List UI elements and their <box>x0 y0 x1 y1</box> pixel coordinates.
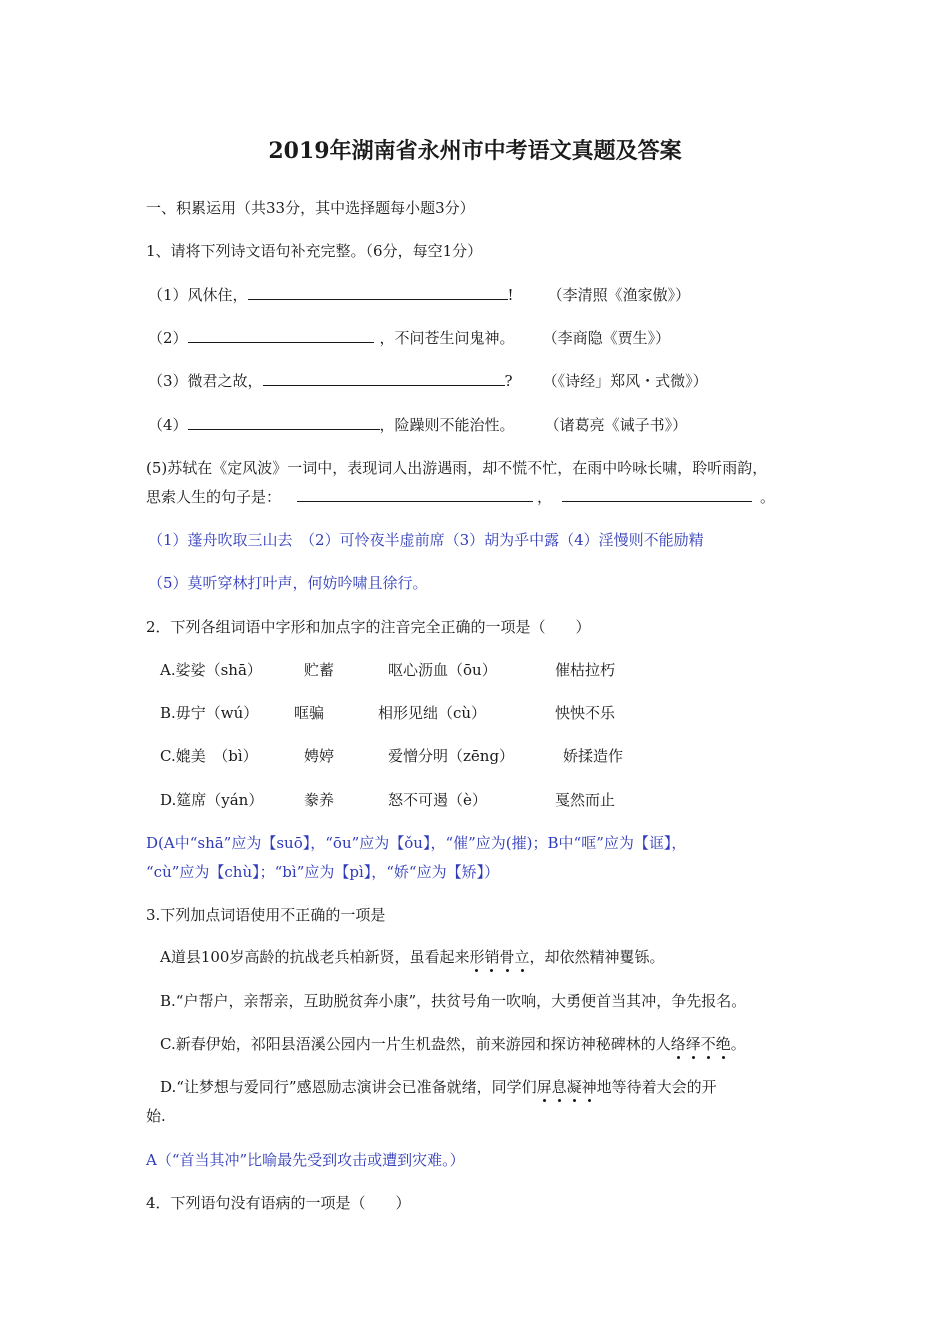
dotted-char: 绎 <box>685 1035 701 1053</box>
answer-blank[interactable] <box>562 487 752 502</box>
q1-line-1-source: （李清照《渔家傲》） <box>547 286 691 304</box>
q1-line-1 <box>148 285 690 305</box>
q3-b-phrase: 当 <box>611 992 627 1010</box>
q2-b-word-4: 怏怏不乐 <box>555 704 616 722</box>
q3-b-text: B.“户帮户，亲帮亲，互助脱贫奔小康”，扶贫号角一吹响，大勇便 <box>160 992 597 1010</box>
q2-d-word-4: 戛然而止 <box>555 791 616 809</box>
q2-d-word-1: D.筵席（yán） <box>160 791 264 809</box>
q1-line-5-period: 。 <box>760 488 776 506</box>
section-heading: 一、积累运用（共33分，其中选择题每小题3分） <box>146 199 475 217</box>
q3-option-a <box>160 947 665 967</box>
dotted-char: 络 <box>670 1035 686 1053</box>
q3-d-text-end: 地等待着大会的开 <box>596 1078 717 1096</box>
q2-d-word-2: 豢养 <box>304 791 335 809</box>
q1-line-5-text: 思索人生的句子是： <box>146 488 282 506</box>
q2-option-d <box>160 790 615 810</box>
q2-a-word-2: 贮蓄 <box>304 661 335 679</box>
q3-c-text-end: 。 <box>730 1035 746 1053</box>
q3-b-phrase: 首 <box>596 992 612 1010</box>
q1-line-5: (5)苏轼在《定风波》一词中，表现词人出游遇雨，却不慌不忙，在雨中吟咏长啸，聆听雨韵， <box>146 459 768 477</box>
q1-line-5-cont <box>146 487 775 507</box>
q2-option-c <box>160 746 623 766</box>
answer-blank[interactable] <box>188 328 374 343</box>
q2-option-b <box>160 703 615 723</box>
q3-option-c <box>160 1034 746 1054</box>
q1-line-4-text: （4） <box>148 416 188 434</box>
q2-option-a <box>160 660 615 680</box>
q2-b-word-2: 哐骗 <box>294 704 325 722</box>
dotted-char: 销 <box>484 948 500 966</box>
q1-line-2-source: （李商隐《贾生》） <box>542 329 671 347</box>
q1-line-5-comma: ， <box>537 488 553 506</box>
q1-line-1-text: （1）风休住， <box>148 286 248 304</box>
page-title: 2019年湖南省永州市中考语文真题及答案 <box>268 138 682 164</box>
q2-stem: 2．下列各组词语中字形和加点字的注音完全正确的一项是（ ） <box>146 618 591 636</box>
dotted-char: 形 <box>469 948 485 966</box>
dotted-char: 神 <box>581 1078 597 1096</box>
q1-answer-1: （1）蓬舟吹取三山去 （2）可怜夜半虚前席（3）胡为乎中露（4）淫慢则不能励精 <box>148 531 704 549</box>
q3-b-text-end: ，争先报名。 <box>656 992 747 1010</box>
q2-d-word-3: 怒不可遏（è） <box>388 791 487 809</box>
q1-line-2-end: ，不问苍生问鬼神。 <box>379 329 515 347</box>
q1-line-3-text: （3）微君之故， <box>148 372 263 390</box>
q3-b-phrase: 其 <box>626 992 642 1010</box>
q1-line-2-text: （2） <box>148 329 188 347</box>
dotted-char: 凝 <box>566 1078 582 1096</box>
q3-stem: 3.下列加点词语使用不正确的一项是 <box>146 906 386 924</box>
q3-b-phrase: 冲 <box>641 992 657 1010</box>
answer-blank[interactable] <box>297 487 533 502</box>
q3-a-text: A道县100岁高龄的抗战老兵柏新贤，虽看起来 <box>160 948 470 966</box>
q2-a-word-1: A.娑娑（shā） <box>160 661 262 679</box>
q2-answer-2: “cù”应为【chù】；“bì”应为【pì】，“娇“应为【矫】） <box>146 863 500 881</box>
q2-b-word-1: B.毋宁（wú） <box>160 704 259 722</box>
q3-option-b <box>160 991 746 1011</box>
dotted-char: 屏 <box>536 1078 552 1096</box>
q1-line-1-end: ! <box>507 286 514 304</box>
q2-c-word-2: 娉婷 <box>304 747 335 765</box>
q2-c-word-3: 爱憎分明（zēng） <box>388 747 515 765</box>
dotted-char: 骨 <box>499 948 515 966</box>
q1-line-4 <box>148 415 687 435</box>
q3-option-d <box>160 1077 717 1097</box>
q1-answer-2: （5）莫听穿林打叶声，何妨吟啸且徐行。 <box>148 574 428 592</box>
dotted-char: 息 <box>551 1078 567 1096</box>
q2-b-word-3: 相形见绌（cù） <box>378 704 487 722</box>
dotted-char: 不 <box>700 1035 716 1053</box>
q3-d-text: D.“让梦想与爱同行”感恩励志演讲会已准备就绪，同学们 <box>160 1078 537 1096</box>
q1-line-2 <box>148 328 670 348</box>
q1-stem: 1、请将下列诗文语句补充完整。（6分，每空1分） <box>146 242 483 260</box>
q1-line-4-source: （诸葛亮《诫子书》） <box>544 416 688 434</box>
q1-line-3-source: （《诗经」郑风・式微》） <box>542 372 708 390</box>
q3-a-text-end: ，却依然精神矍铄。 <box>529 948 665 966</box>
answer-blank[interactable] <box>188 415 380 430</box>
dotted-char: 立 <box>514 948 530 966</box>
answer-blank[interactable] <box>263 371 505 386</box>
dotted-char: 绝 <box>715 1035 731 1053</box>
q1-line-3 <box>148 371 708 391</box>
q2-a-word-3: 呕心沥血（ōu） <box>388 661 497 679</box>
q4-stem: 4．下列语句没有语病的一项是（ ） <box>146 1194 411 1212</box>
q3-c-text: C.新春伊始，祁阳县浯溪公园内一片生机盎然，前来游园和探访神秘碑林的人 <box>160 1035 671 1053</box>
q2-answer-1: D(A中“shā”应为【suō】，“ōu”应为【ǒu】，“催”应为(摧)；B中“哐”应为【诓】， <box>146 834 687 852</box>
answer-blank[interactable] <box>248 285 508 300</box>
q3-answer: A（“首当其冲”比喻最先受到攻击或遭到灾难。） <box>146 1151 465 1169</box>
q2-c-word-1: C.媲美 （bì） <box>160 747 258 765</box>
q1-line-3-end: ? <box>504 372 513 390</box>
q2-a-word-4: 催枯拉朽 <box>555 661 616 679</box>
q2-c-word-4: 娇揉造作 <box>563 747 624 765</box>
q3-option-d-cont: 始. <box>146 1107 166 1125</box>
q1-line-4-end: ，险躁则不能治性。 <box>379 416 515 434</box>
